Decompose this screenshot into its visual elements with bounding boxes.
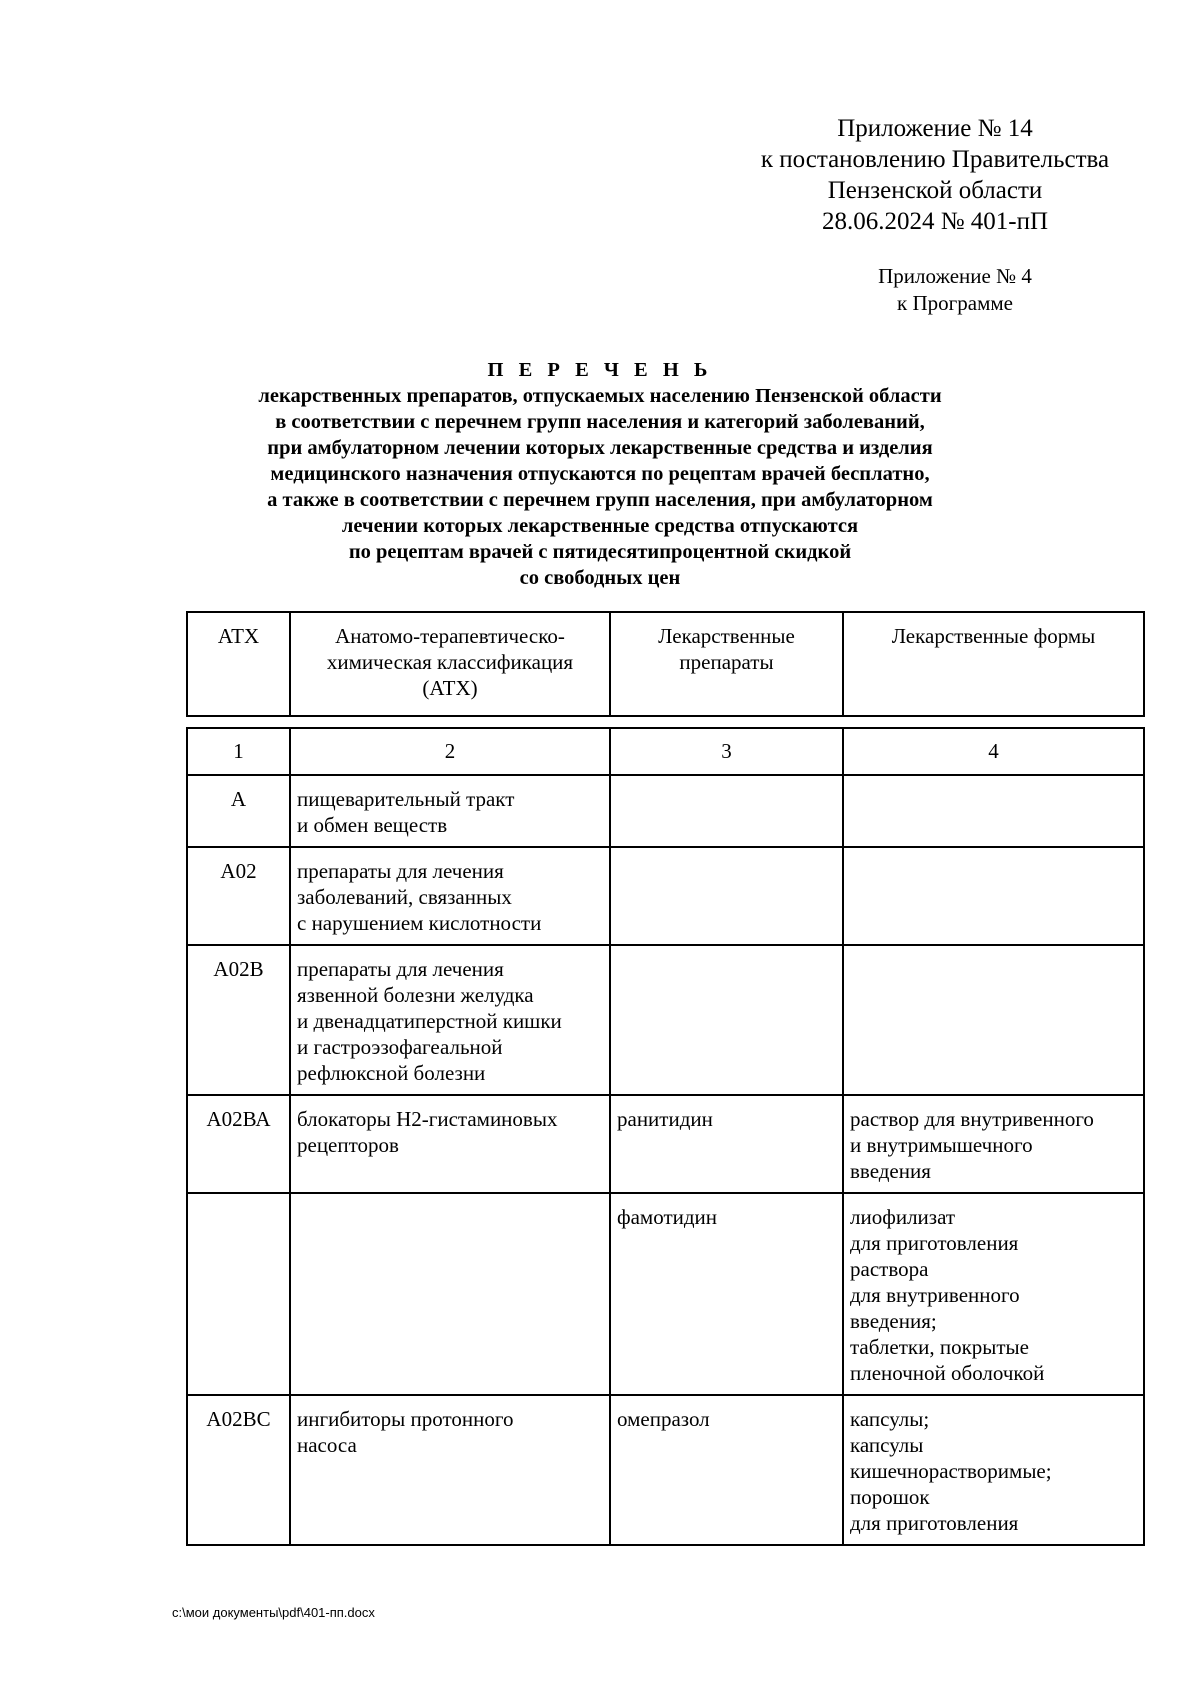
cell-line: для приготовления (850, 1511, 1019, 1535)
cell-line: с нарушением кислотности (297, 911, 542, 935)
classification-cell (290, 1095, 610, 1193)
cell-line: рефлюксной болезни (297, 1061, 486, 1085)
cell-line: порошок (850, 1485, 930, 1509)
header-line: Лекарственные (658, 624, 795, 648)
classification-cell (290, 945, 610, 1095)
atc-code-cell: А02ВС (187, 1395, 290, 1545)
column-number: 3 (610, 728, 843, 775)
appendix-line: 28.06.2024 № 401-пП (821, 208, 1049, 235)
appendix-line: Приложение № 4 (878, 264, 1032, 288)
header-drugs (610, 612, 843, 716)
table-row (187, 1193, 1144, 1395)
atc-code-cell: А02В (187, 945, 290, 1095)
table-row (187, 775, 1144, 847)
appendix-line: Пензенской области (827, 177, 1043, 204)
atc-code-cell: А02 (187, 847, 290, 945)
dosage-form-cell (843, 1395, 1144, 1545)
drug-name-cell (610, 945, 843, 1095)
drug-name-cell (610, 1193, 843, 1395)
title-line: при амбулаторном лечении которых лекарственные средства и изделия (267, 437, 933, 459)
cell-line: пищеварительный тракт (297, 787, 515, 811)
dosage-form-cell (843, 775, 1144, 847)
atc-code-cell (187, 1193, 290, 1395)
dosage-form-cell (843, 847, 1144, 945)
cell-line: кишечнорастворимые; (850, 1459, 1052, 1483)
cell-line: блокаторы Н2-гистаминовых (297, 1107, 558, 1131)
column-number: 1 (187, 728, 290, 775)
cell-line: пленочной оболочкой (850, 1361, 1045, 1385)
appendix-line: к постановлению Правительства (760, 146, 1110, 173)
cell-line: для приготовления (850, 1231, 1019, 1255)
cell-line: раствор для внутривенного (850, 1107, 1094, 1131)
cell-line: ранитидин (617, 1107, 713, 1131)
appendix-line: Приложение № 14 (837, 115, 1033, 142)
atc-code-cell: А02ВА (187, 1095, 290, 1193)
header-line: химическая классификация (326, 650, 574, 674)
cell-line: фамотидин (617, 1205, 718, 1229)
header-classification (290, 612, 610, 716)
title-line: со свободных цен (519, 567, 681, 589)
header-line: Лекарственные формы (891, 624, 1096, 648)
cell-line: ингибиторы протонного (297, 1407, 514, 1431)
cell-line: и обмен веществ (297, 813, 448, 837)
drug-name-cell (610, 1095, 843, 1193)
title-heading: П Е Р Е Ч Е Н Ь (487, 359, 713, 381)
cell-line: для внутривенного (850, 1283, 1020, 1307)
drug-table (186, 727, 1145, 1546)
column-number: 4 (843, 728, 1144, 775)
cell-line: рецепторов (297, 1133, 399, 1157)
cell-line: капсулы (850, 1433, 924, 1457)
cell-line: и гастроэзофагеальной (297, 1035, 503, 1059)
header-line: препараты (679, 650, 774, 674)
table-row (187, 1395, 1144, 1545)
classification-cell (290, 847, 610, 945)
dosage-form-cell (843, 1193, 1144, 1395)
cell-line: раствора (850, 1257, 929, 1281)
title-line: в соответствии с перечнем групп населения и категорий заболеваний, (275, 411, 925, 433)
dosage-form-cell (843, 945, 1144, 1095)
appendix-line: к Программе (897, 291, 1013, 315)
drug-name-cell (610, 1395, 843, 1545)
classification-cell (290, 1193, 610, 1395)
table-row (187, 1095, 1144, 1193)
title-line: медицинского назначения отпускаются по рецептам врачей бесплатно, (270, 463, 930, 485)
cell-line: насоса (297, 1433, 357, 1457)
cell-line: капсулы; (850, 1407, 930, 1431)
header-row (187, 612, 1144, 716)
column-number: 2 (290, 728, 610, 775)
atc-code-cell: А (187, 775, 290, 847)
title-line: по рецептам врачей с пятидесятипроцентной скидкой (348, 541, 852, 563)
classification-cell (290, 1395, 610, 1545)
table-row (187, 945, 1144, 1095)
drug-name-cell (610, 847, 843, 945)
cell-line: омепразол (617, 1407, 710, 1431)
cell-line: препараты для лечения (297, 859, 504, 883)
cell-line: заболеваний, связанных (297, 885, 512, 909)
header-forms (843, 612, 1144, 716)
title-line: лечении которых лекарственные средства отпускаются (341, 515, 859, 537)
cell-line: язвенной болезни желудка (297, 983, 534, 1007)
document-title (150, 357, 1050, 591)
header-atc (187, 612, 290, 716)
cell-line: введения (850, 1159, 931, 1183)
header-line: (АТХ) (422, 676, 478, 700)
cell-line: препараты для лечения (297, 957, 504, 981)
header-line: АТХ (217, 624, 260, 648)
dosage-form-cell (843, 1095, 1144, 1193)
title-line: а также в соответствии с перечнем групп населения, при амбулаторном (267, 489, 933, 511)
cell-line: и внутримышечного (850, 1133, 1033, 1157)
table-row (187, 847, 1144, 945)
cell-line: и двенадцатиперстной кишки (297, 1009, 562, 1033)
title-subtitle (150, 383, 1050, 591)
cell-line: лиофилизат (850, 1205, 956, 1229)
file-path: c:\мои документы\pdf\401-пп.docx (172, 1605, 375, 1620)
appendix-14-block (720, 113, 1150, 237)
classification-cell (290, 775, 610, 847)
cell-line: введения; (850, 1309, 937, 1333)
table-header (186, 611, 1145, 717)
cell-line: таблетки, покрытые (850, 1335, 1029, 1359)
appendix-4-block (810, 263, 1100, 317)
header-line: Анатомо-терапевтическо- (335, 624, 565, 648)
title-line: лекарственных препаратов, отпускаемых населению Пензенской области (258, 385, 942, 407)
column-number-row (187, 728, 1144, 775)
drug-name-cell (610, 775, 843, 847)
